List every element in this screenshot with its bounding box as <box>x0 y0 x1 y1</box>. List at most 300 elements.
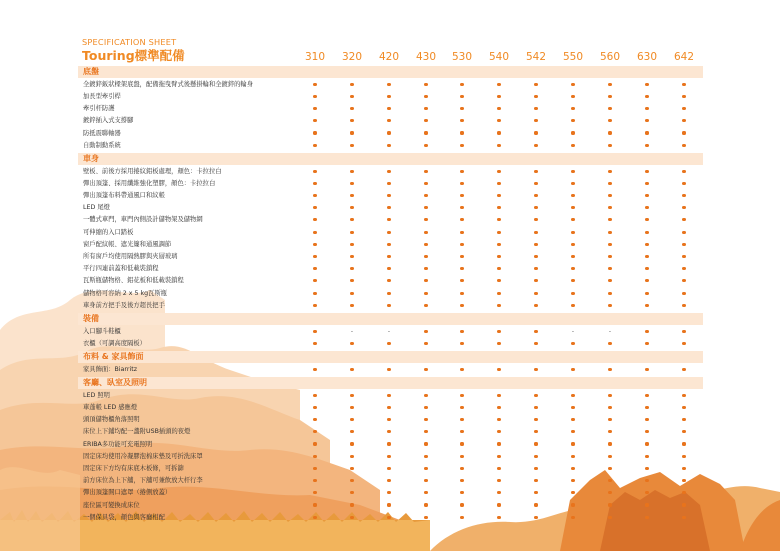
dot-icon <box>534 342 537 345</box>
standard-dot-icon <box>632 128 662 140</box>
standard-dot-icon <box>669 338 699 350</box>
dot-icon <box>682 194 685 197</box>
dot-icon <box>350 442 353 445</box>
standard-dot-icon <box>484 338 514 350</box>
standard-dot-icon <box>632 79 662 91</box>
standard-dot-icon <box>447 414 477 426</box>
section-title: 布料 & 家具飾面 <box>83 352 144 362</box>
standard-dot-icon <box>484 414 514 426</box>
model-header-310: 310 <box>304 51 326 63</box>
standard-dot-icon <box>411 390 441 402</box>
standard-dot-icon <box>484 364 514 376</box>
standard-dot-icon <box>595 500 625 512</box>
standard-dot-icon <box>595 402 625 414</box>
spec-row-label: 加長型牽引桿 <box>83 92 121 100</box>
dot-icon <box>534 231 537 234</box>
standard-dot-icon <box>669 390 699 402</box>
standard-dot-icon <box>484 487 514 499</box>
standard-dot-icon <box>595 439 625 451</box>
standard-dot-icon <box>669 140 699 152</box>
not-available-cell: - <box>608 327 612 335</box>
standard-dot-icon <box>411 326 441 338</box>
dot-icon <box>571 455 574 458</box>
standard-dot-icon <box>632 288 662 300</box>
standard-dot-icon <box>411 426 441 438</box>
spec-row-label: 所有窗戶均使用隔熱膠與夾層玻璃 <box>83 253 178 260</box>
standard-dot-icon <box>632 239 662 251</box>
dot-icon <box>313 170 316 173</box>
standard-dot-icon <box>669 251 699 263</box>
dot-icon <box>534 430 537 433</box>
dot-icon <box>571 119 574 122</box>
spec-row <box>78 79 703 91</box>
spec-row-label: 一個保具袋，顏色與客廳相配 <box>83 513 165 521</box>
standard-dot-icon <box>558 512 588 524</box>
standard-dot-icon <box>595 166 625 178</box>
standard-dot-icon <box>669 300 699 312</box>
standard-dot-icon <box>447 463 477 475</box>
standard-dot-icon <box>558 178 588 190</box>
standard-dot-icon <box>374 115 404 127</box>
standard-dot-icon <box>374 178 404 190</box>
spec-row <box>78 326 703 338</box>
dot-icon <box>497 503 500 506</box>
standard-dot-icon <box>374 439 404 451</box>
dot-icon <box>313 144 316 147</box>
dot-icon <box>387 144 390 147</box>
standard-dot-icon <box>595 451 625 463</box>
dot-icon <box>571 406 574 409</box>
standard-dot-icon <box>411 364 441 376</box>
dot-icon <box>387 267 390 270</box>
dot-icon <box>424 107 427 110</box>
standard-dot-icon <box>595 364 625 376</box>
standard-dot-icon <box>558 475 588 487</box>
dot-icon <box>645 467 648 470</box>
dot-icon <box>645 170 648 173</box>
spec-row <box>78 178 703 190</box>
dot-icon <box>387 255 390 258</box>
standard-dot-icon <box>300 91 330 103</box>
spec-row <box>78 463 703 475</box>
dot-icon <box>497 218 500 221</box>
dot-icon <box>460 368 463 371</box>
standard-dot-icon <box>595 239 625 251</box>
dot-icon <box>313 267 316 270</box>
standard-dot-icon <box>558 402 588 414</box>
standard-dot-icon <box>447 512 477 524</box>
standard-dot-icon <box>447 128 477 140</box>
spec-row-label: 車身前方把手及後方超長把手 <box>83 301 165 309</box>
dot-icon <box>313 194 316 197</box>
standard-dot-icon <box>484 439 514 451</box>
dot-icon <box>424 144 427 147</box>
dot-icon <box>571 206 574 209</box>
dot-icon <box>424 516 427 519</box>
standard-dot-icon <box>447 91 477 103</box>
standard-dot-icon <box>669 190 699 202</box>
standard-dot-icon <box>447 190 477 202</box>
standard-dot-icon <box>669 500 699 512</box>
standard-dot-icon <box>447 402 477 414</box>
standard-dot-icon <box>447 451 477 463</box>
standard-dot-icon <box>337 140 367 152</box>
standard-dot-icon <box>558 414 588 426</box>
standard-dot-icon <box>374 103 404 115</box>
standard-dot-icon <box>300 251 330 263</box>
standard-dot-icon <box>300 288 330 300</box>
standard-dot-icon <box>374 275 404 287</box>
standard-dot-icon <box>484 103 514 115</box>
dot-icon <box>682 503 685 506</box>
dot-icon <box>424 95 427 98</box>
dot-icon <box>571 368 574 371</box>
standard-dot-icon <box>411 79 441 91</box>
dot-icon <box>424 330 427 333</box>
not-available-cell: - <box>350 327 354 335</box>
standard-dot-icon <box>632 190 662 202</box>
standard-dot-icon <box>447 338 477 350</box>
standard-dot-icon <box>521 475 551 487</box>
standard-dot-icon <box>337 451 367 463</box>
standard-dot-icon <box>300 338 330 350</box>
standard-dot-icon <box>484 227 514 239</box>
standard-dot-icon <box>558 91 588 103</box>
standard-dot-icon <box>632 251 662 263</box>
standard-dot-icon <box>300 439 330 451</box>
dot-icon <box>497 194 500 197</box>
dot-icon <box>608 267 611 270</box>
standard-dot-icon <box>595 202 625 214</box>
dot-icon <box>608 467 611 470</box>
standard-dot-icon <box>632 439 662 451</box>
standard-dot-icon <box>300 487 330 499</box>
dot-icon <box>497 479 500 482</box>
standard-dot-icon <box>337 178 367 190</box>
standard-dot-icon <box>300 364 330 376</box>
dot-icon <box>682 455 685 458</box>
spec-row <box>78 251 703 263</box>
dot-icon <box>571 304 574 307</box>
standard-dot-icon <box>374 512 404 524</box>
dot-icon <box>460 194 463 197</box>
standard-dot-icon <box>411 338 441 350</box>
dot-icon <box>350 292 353 295</box>
standard-dot-icon <box>558 439 588 451</box>
dot-icon <box>350 394 353 397</box>
dot-icon <box>608 194 611 197</box>
standard-dot-icon <box>411 300 441 312</box>
standard-dot-icon <box>374 79 404 91</box>
dot-icon <box>645 267 648 270</box>
standard-dot-icon <box>558 190 588 202</box>
standard-dot-icon <box>484 451 514 463</box>
dot-icon <box>682 107 685 110</box>
standard-dot-icon <box>337 487 367 499</box>
standard-dot-icon <box>447 115 477 127</box>
section-title: 車身 <box>83 153 99 163</box>
dot-icon <box>645 218 648 221</box>
dot-icon <box>534 243 537 246</box>
spec-row-label: 頭頂儲物櫃角落照明 <box>83 416 140 424</box>
dot-icon <box>497 455 500 458</box>
standard-dot-icon <box>374 500 404 512</box>
dot-icon <box>424 479 427 482</box>
dot-icon <box>645 455 648 458</box>
standard-dot-icon <box>484 128 514 140</box>
dot-icon <box>387 418 390 421</box>
dot-icon <box>460 455 463 458</box>
dot-icon <box>313 368 316 371</box>
dot-icon <box>387 182 390 185</box>
dot-icon <box>497 516 500 519</box>
dot-icon <box>424 83 427 86</box>
dot-icon <box>534 516 537 519</box>
standard-dot-icon <box>411 500 441 512</box>
standard-dot-icon <box>337 390 367 402</box>
standard-dot-icon <box>337 91 367 103</box>
spec-row-label: 瓦斯瓶儲物格、鋁花板和低載裝鎖程 <box>83 277 184 285</box>
dot-icon <box>608 491 611 494</box>
standard-dot-icon <box>484 300 514 312</box>
standard-dot-icon <box>558 128 588 140</box>
dot-icon <box>645 418 648 421</box>
dot-icon <box>497 83 500 86</box>
dot-icon <box>645 394 648 397</box>
dot-icon <box>313 479 316 482</box>
standard-dot-icon <box>300 128 330 140</box>
standard-dot-icon <box>595 263 625 275</box>
standard-dot-icon <box>447 390 477 402</box>
standard-dot-icon <box>447 227 477 239</box>
standard-dot-icon <box>374 140 404 152</box>
spec-row-label: 可伸縮的入口踏板 <box>83 228 134 236</box>
standard-dot-icon <box>521 263 551 275</box>
dot-icon <box>534 330 537 333</box>
dot-icon <box>682 516 685 519</box>
standard-dot-icon <box>669 166 699 178</box>
dot-icon <box>387 394 390 397</box>
dot-icon <box>424 218 427 221</box>
dot-icon <box>313 206 316 209</box>
dot-icon <box>424 194 427 197</box>
dot-icon <box>608 231 611 234</box>
standard-dot-icon <box>632 451 662 463</box>
spec-row <box>78 439 703 451</box>
dot-icon <box>608 516 611 519</box>
standard-dot-icon <box>374 487 404 499</box>
standard-dot-icon <box>558 214 588 226</box>
dot-icon <box>682 144 685 147</box>
dot-icon <box>534 418 537 421</box>
dot-icon <box>313 442 316 445</box>
standard-dot-icon <box>521 91 551 103</box>
standard-dot-icon <box>521 326 551 338</box>
model-header-530: 530 <box>451 51 473 63</box>
standard-dot-icon <box>447 103 477 115</box>
dot-icon <box>313 418 316 421</box>
standard-dot-icon <box>337 414 367 426</box>
standard-dot-icon <box>521 166 551 178</box>
standard-dot-icon <box>669 91 699 103</box>
dot-icon <box>571 182 574 185</box>
standard-dot-icon <box>300 178 330 190</box>
standard-dot-icon <box>669 402 699 414</box>
standard-dot-icon <box>595 178 625 190</box>
dot-icon <box>313 342 316 345</box>
standard-dot-icon <box>632 275 662 287</box>
dot-icon <box>645 368 648 371</box>
dot-icon <box>460 342 463 345</box>
standard-dot-icon <box>558 487 588 499</box>
standard-dot-icon <box>484 390 514 402</box>
standard-dot-icon <box>595 390 625 402</box>
standard-dot-icon <box>484 402 514 414</box>
standard-dot-icon <box>374 190 404 202</box>
sheet-title: Touring標準配備 <box>82 48 185 63</box>
standard-dot-icon <box>300 463 330 475</box>
dot-icon <box>682 119 685 122</box>
model-header-630: 630 <box>636 51 658 63</box>
dot-icon <box>497 182 500 185</box>
dot-icon <box>350 83 353 86</box>
dot-icon <box>350 170 353 173</box>
dot-icon <box>424 430 427 433</box>
standard-dot-icon <box>447 475 477 487</box>
dot-icon <box>497 107 500 110</box>
dot-icon <box>313 394 316 397</box>
standard-dot-icon <box>484 166 514 178</box>
dot-icon <box>313 243 316 246</box>
dot-icon <box>424 491 427 494</box>
standard-dot-icon <box>558 202 588 214</box>
dot-icon <box>497 342 500 345</box>
dot-icon <box>460 406 463 409</box>
standard-dot-icon <box>484 214 514 226</box>
dot-icon <box>350 516 353 519</box>
dot-icon <box>534 394 537 397</box>
section-header <box>78 153 703 165</box>
dot-icon <box>497 442 500 445</box>
dot-icon <box>571 83 574 86</box>
dot-icon <box>645 194 648 197</box>
standard-dot-icon <box>521 451 551 463</box>
dot-icon <box>460 467 463 470</box>
standard-dot-icon <box>484 288 514 300</box>
dot-icon <box>424 442 427 445</box>
standard-dot-icon <box>521 439 551 451</box>
dot-icon <box>645 231 648 234</box>
standard-dot-icon <box>447 166 477 178</box>
standard-dot-icon <box>669 227 699 239</box>
spec-row-label: 鍍鋅插入式支撐腳 <box>83 117 134 125</box>
standard-dot-icon <box>300 166 330 178</box>
dot-icon <box>534 503 537 506</box>
dot-icon <box>424 119 427 122</box>
dot-icon <box>571 279 574 282</box>
standard-dot-icon <box>669 439 699 451</box>
standard-dot-icon <box>337 426 367 438</box>
dot-icon <box>608 342 611 345</box>
standard-dot-icon <box>337 402 367 414</box>
dot-icon <box>534 368 537 371</box>
dot-icon <box>424 231 427 234</box>
standard-dot-icon <box>374 451 404 463</box>
standard-dot-icon <box>632 166 662 178</box>
standard-dot-icon <box>521 239 551 251</box>
model-header-550: 550 <box>562 51 584 63</box>
dot-icon <box>682 267 685 270</box>
dot-icon <box>534 279 537 282</box>
spec-row <box>78 338 703 350</box>
standard-dot-icon <box>337 128 367 140</box>
standard-dot-icon <box>632 463 662 475</box>
standard-dot-icon <box>632 487 662 499</box>
standard-dot-icon <box>521 402 551 414</box>
dot-icon <box>682 479 685 482</box>
standard-dot-icon <box>595 251 625 263</box>
dot-icon <box>460 255 463 258</box>
dot-icon <box>387 194 390 197</box>
spec-row-label: 自動制動系統 <box>83 141 121 149</box>
dot-icon <box>571 418 574 421</box>
dot-icon <box>350 418 353 421</box>
standard-dot-icon <box>632 426 662 438</box>
standard-dot-icon <box>558 451 588 463</box>
standard-dot-icon <box>521 214 551 226</box>
standard-dot-icon <box>484 91 514 103</box>
spec-row <box>78 190 703 202</box>
dot-icon <box>387 292 390 295</box>
standard-dot-icon <box>484 463 514 475</box>
dot-icon <box>571 243 574 246</box>
dot-icon <box>608 83 611 86</box>
dot-icon <box>682 231 685 234</box>
standard-dot-icon <box>374 338 404 350</box>
spec-row-label: 平行四連前蓋和低載裝鎖程 <box>83 265 159 273</box>
standard-dot-icon <box>669 128 699 140</box>
standard-dot-icon <box>411 275 441 287</box>
spec-row <box>78 214 703 226</box>
spec-row-label: 座位區可變換成床位 <box>83 501 140 509</box>
dot-icon <box>387 119 390 122</box>
dot-icon <box>534 267 537 270</box>
section-header <box>78 351 703 363</box>
dot-icon <box>313 406 316 409</box>
dot-icon <box>460 491 463 494</box>
dot-icon <box>313 131 316 134</box>
dot-icon <box>682 406 685 409</box>
standard-dot-icon <box>595 128 625 140</box>
dot-icon <box>387 368 390 371</box>
standard-dot-icon <box>595 103 625 115</box>
section-title: 底盤 <box>83 67 99 76</box>
standard-dot-icon <box>300 79 330 91</box>
standard-dot-icon <box>337 475 367 487</box>
standard-dot-icon <box>300 414 330 426</box>
dot-icon <box>350 182 353 185</box>
standard-dot-icon <box>337 190 367 202</box>
model-header-560: 560 <box>599 51 621 63</box>
spec-row <box>78 402 703 414</box>
dot-icon <box>350 368 353 371</box>
standard-dot-icon <box>484 275 514 287</box>
standard-dot-icon <box>411 251 441 263</box>
standard-dot-icon <box>337 364 367 376</box>
standard-dot-icon <box>411 402 441 414</box>
dot-icon <box>313 467 316 470</box>
dot-icon <box>608 292 611 295</box>
